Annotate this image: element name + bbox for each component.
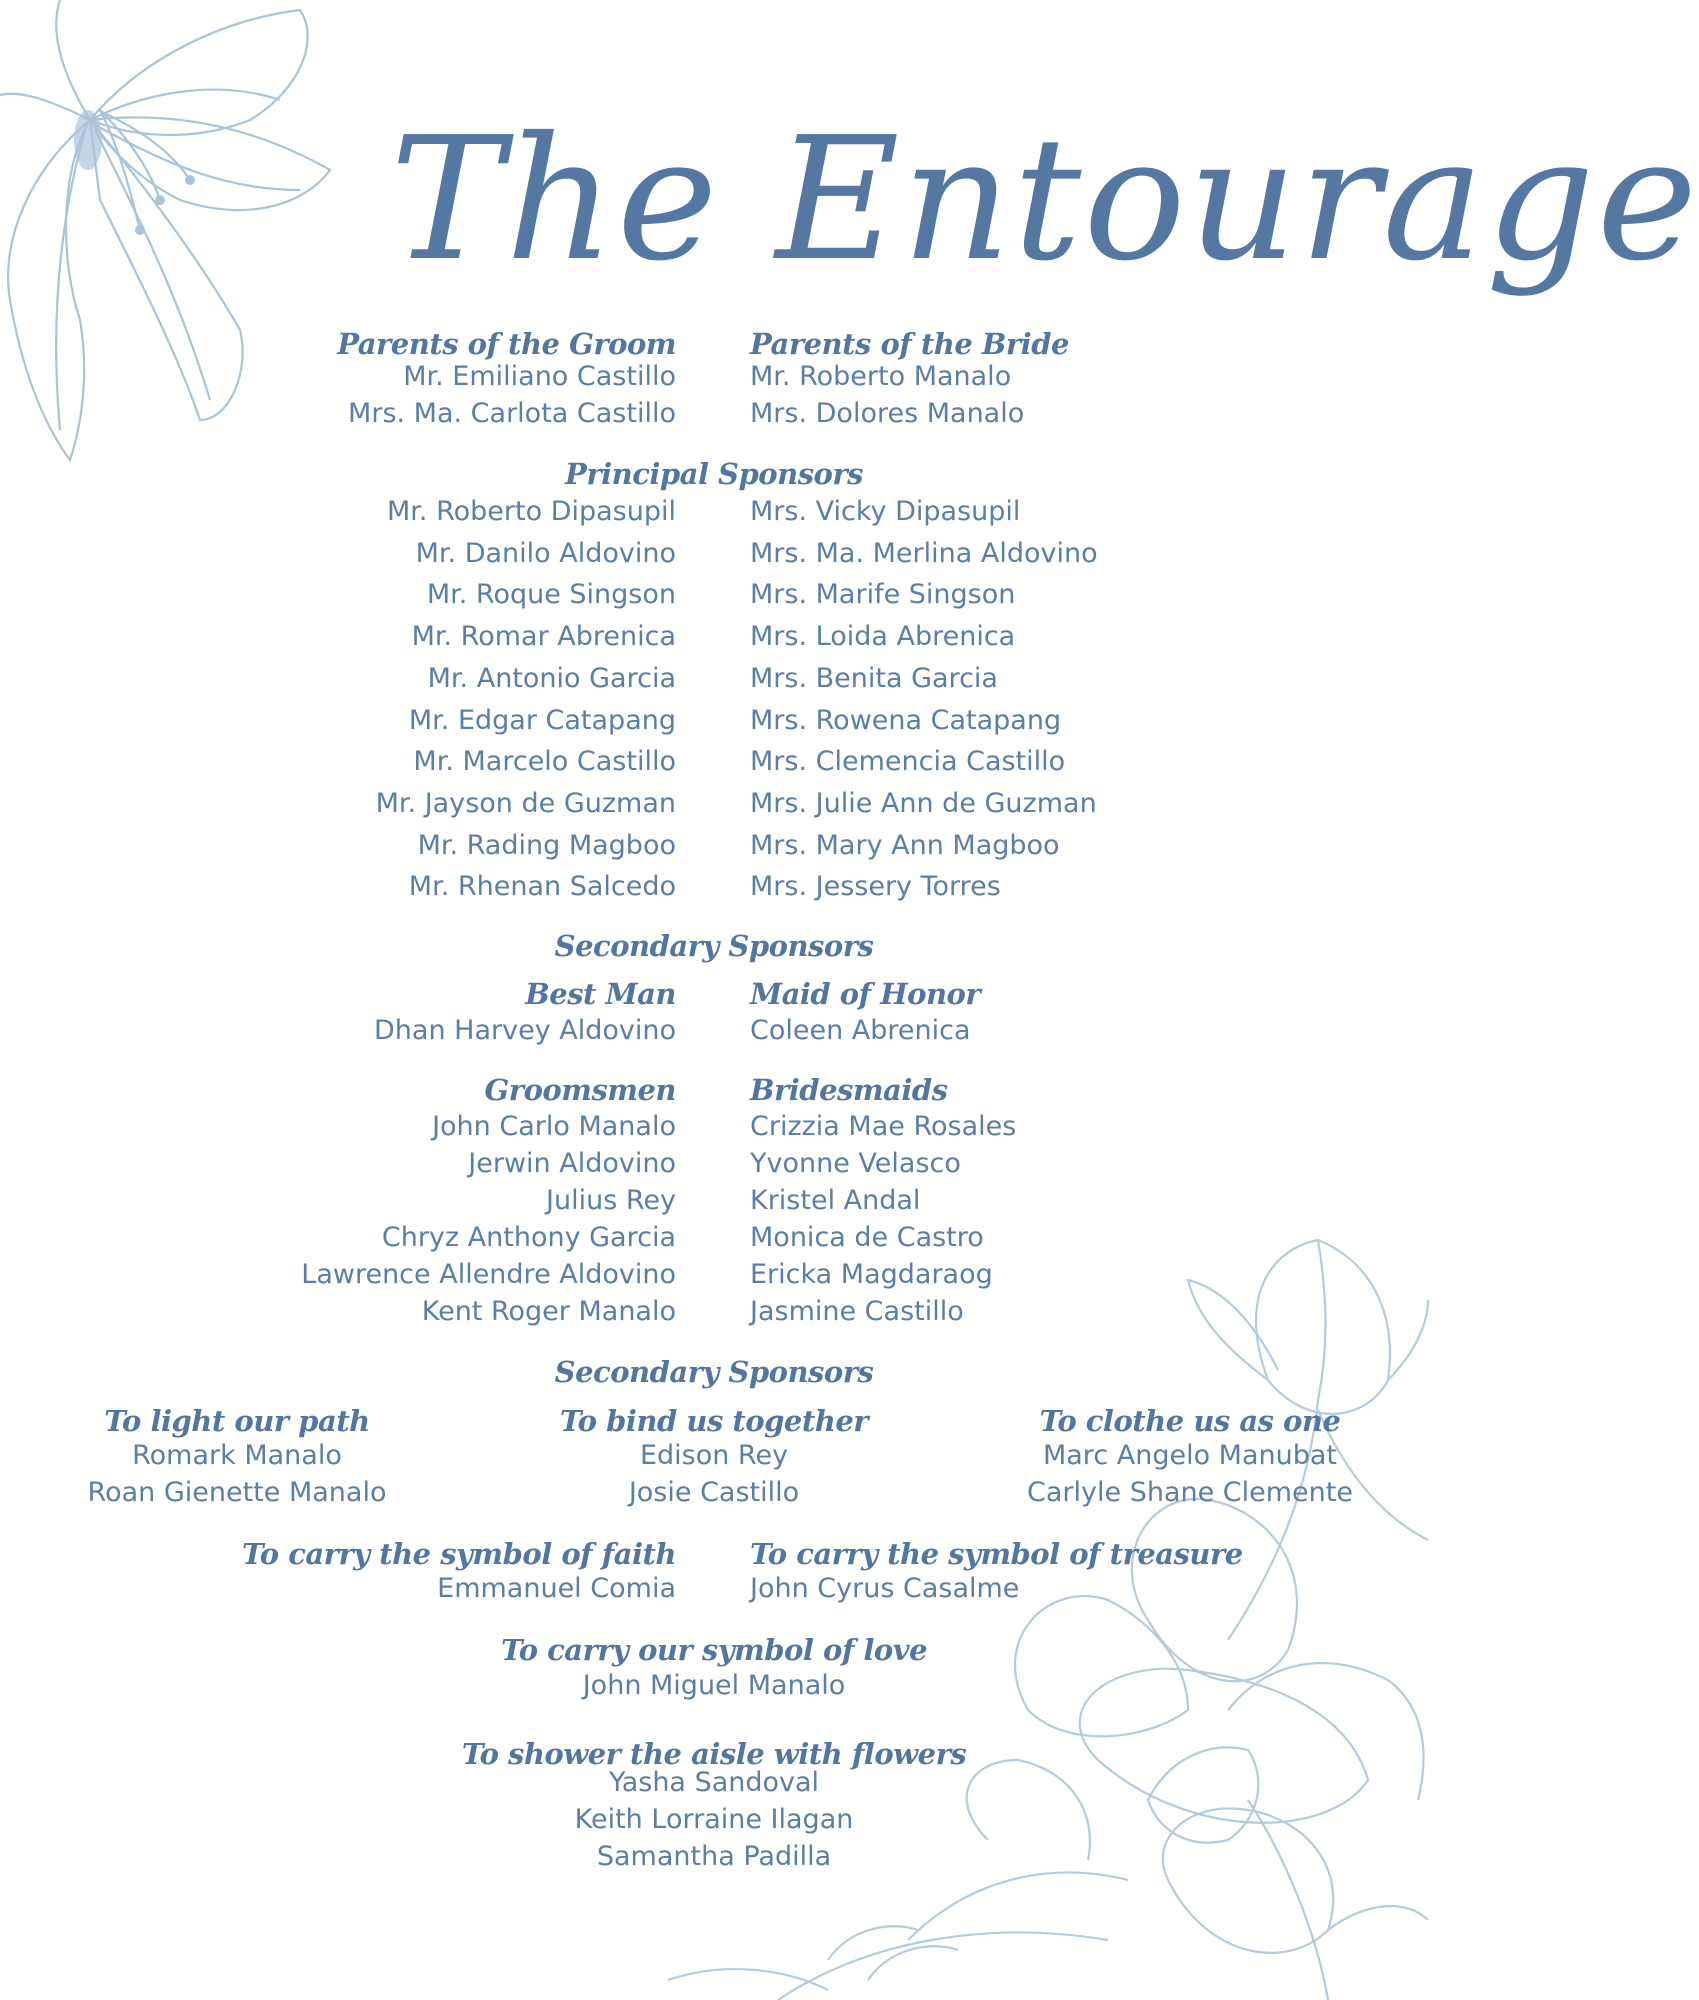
- principal-sponsor-name: Mrs. Ma. Merlina Aldovino: [750, 537, 1098, 569]
- groomsman-name: Kent Roger Manalo: [421, 1296, 676, 1327]
- principal-sponsor-name: Mr. Marcelo Castillo: [413, 746, 676, 778]
- bride-parent-name: Mrs. Dolores Manalo: [750, 398, 1025, 429]
- principal-sponsor-name: Mrs. Marife Singson: [750, 579, 1016, 611]
- bride-parent-name: Mr. Roberto Manalo: [750, 361, 1012, 392]
- light-path-heading: To light our path: [104, 1404, 370, 1438]
- love-bearer-heading: To carry our symbol of love: [500, 1633, 928, 1667]
- principal-sponsor-name: Mr. Jayson de Guzman: [375, 787, 676, 819]
- groom-parents-heading: Parents of the Groom: [337, 327, 676, 361]
- maid-of-honor-heading: Maid of Honor: [750, 977, 981, 1011]
- bridesmaid-name: Jasmine Castillo: [750, 1296, 964, 1327]
- clothe-heading: To clothe us as one: [1039, 1404, 1341, 1438]
- bridesmaid-name: Crizzia Mae Rosales: [750, 1111, 1017, 1142]
- groom-parent-name: Mr. Emiliano Castillo: [403, 361, 676, 392]
- groom-parent-name: Mrs. Ma. Carlota Castillo: [348, 398, 676, 429]
- best-man-name: Dhan Harvey Aldovino: [374, 1015, 676, 1046]
- treasure-bearer-heading: To carry the symbol of treasure: [750, 1537, 1243, 1571]
- secondary-sponsors-heading: Secondary Sponsors: [554, 929, 874, 963]
- principal-sponsor-name: Mr. Rading Magboo: [417, 829, 676, 861]
- clothe-name: Marc Angelo Manubat: [1042, 1440, 1338, 1471]
- principal-sponsor-name: Mr. Danilo Aldovino: [415, 537, 676, 569]
- light-path-name: Romark Manalo: [132, 1440, 342, 1471]
- principal-sponsor-name: Mr. Romar Abrenica: [411, 621, 676, 653]
- bridesmaid-name: Monica de Castro: [750, 1222, 984, 1253]
- groomsman-name: Julius Rey: [546, 1185, 676, 1216]
- bridesmaid-name: Yvonne Velasco: [750, 1148, 961, 1179]
- love-bearer-name: John Miguel Manalo: [582, 1670, 846, 1701]
- principal-sponsors-heading: Principal Sponsors: [565, 457, 863, 491]
- flower-girl-name: Keith Lorraine Ilagan: [574, 1804, 854, 1835]
- faith-bearer-heading: To carry the symbol of faith: [242, 1537, 676, 1571]
- flower-girls-heading: To shower the aisle with flowers: [461, 1737, 967, 1771]
- faith-bearer-name: Emmanuel Comia: [437, 1573, 676, 1604]
- bridesmaid-name: Ericka Magdaraog: [750, 1259, 993, 1290]
- principal-sponsor-name: Mrs. Vicky Dipasupil: [750, 496, 1021, 527]
- principal-sponsor-name: Mr. Edgar Catapang: [408, 704, 676, 736]
- principal-sponsor-name: Mrs. Rowena Catapang: [750, 704, 1062, 736]
- treasure-bearer-name: John Cyrus Casalme: [750, 1573, 1020, 1604]
- principal-sponsor-name: Mr. Roque Singson: [426, 579, 676, 611]
- groomsman-name: Jerwin Aldovino: [468, 1148, 676, 1179]
- clothe-name: Carlyle Shane Clemente: [1027, 1477, 1353, 1508]
- maid-of-honor-name: Coleen Abrenica: [750, 1015, 971, 1046]
- principal-sponsor-name: Mr. Roberto Dipasupil: [387, 496, 676, 527]
- bride-parents-heading: Parents of the Bride: [750, 327, 1069, 361]
- bind-together-heading: To bind us together: [559, 1404, 869, 1438]
- groomsmen-heading: Groomsmen: [484, 1073, 676, 1107]
- principal-sponsor-name: Mrs. Benita Garcia: [750, 662, 998, 694]
- principal-sponsor-name: Mrs. Jessery Torres: [750, 871, 1001, 903]
- light-path-name: Roan Gienette Manalo: [87, 1477, 387, 1508]
- groomsman-name: Chryz Anthony Garcia: [381, 1222, 676, 1253]
- groomsman-name: Lawrence Allendre Aldovino: [301, 1259, 676, 1290]
- groomsman-name: John Carlo Manalo: [432, 1111, 676, 1142]
- flower-girl-name: Yasha Sandoval: [608, 1767, 820, 1798]
- page-title: The Entourage: [390, 101, 1699, 299]
- bind-together-name: Josie Castillo: [628, 1477, 800, 1508]
- secondary-sponsors-heading-2: Secondary Sponsors: [554, 1355, 874, 1389]
- principal-sponsor-name: Mrs. Loida Abrenica: [750, 621, 1016, 653]
- principal-sponsor-name: Mrs. Clemencia Castillo: [750, 746, 1066, 778]
- bridesmaid-name: Kristel Andal: [750, 1185, 921, 1216]
- best-man-heading: Best Man: [525, 977, 676, 1011]
- principal-sponsor-name: Mrs. Julie Ann de Guzman: [750, 787, 1097, 819]
- principal-sponsor-name: Mr. Antonio Garcia: [427, 662, 676, 694]
- bind-together-name: Edison Rey: [639, 1440, 789, 1471]
- flower-girl-name: Samantha Padilla: [596, 1841, 832, 1872]
- principal-sponsor-name: Mr. Rhenan Salcedo: [408, 871, 676, 903]
- bridesmaids-heading: Bridesmaids: [750, 1073, 948, 1107]
- principal-sponsor-name: Mrs. Mary Ann Magboo: [750, 829, 1060, 861]
